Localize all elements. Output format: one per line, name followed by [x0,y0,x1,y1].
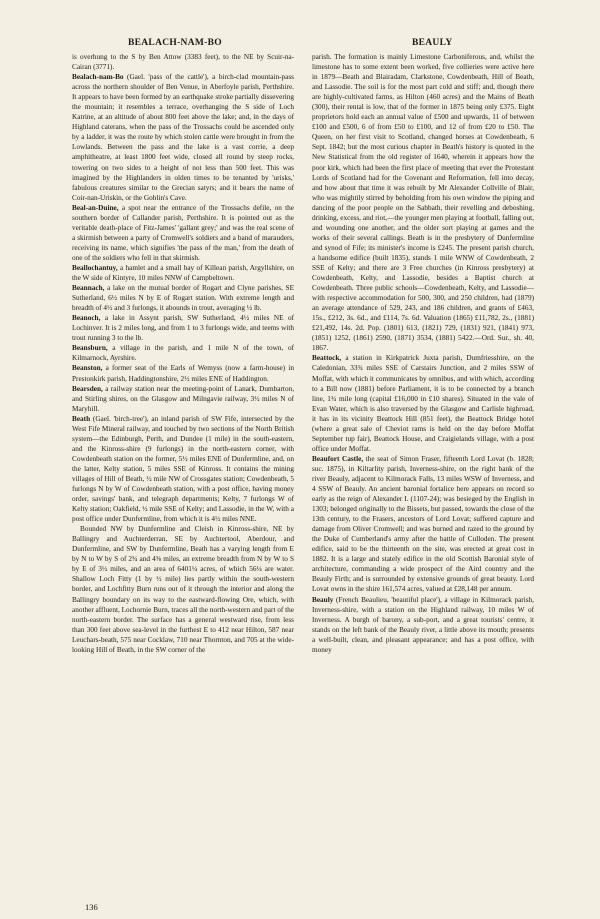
entry-headword: Beath [72,414,91,423]
entry-text: is overhung to the S by Ben Attow (3383 feet), to the NE by Scuir-na-Cairan (3771). [72,53,294,72]
entry-headword: Beattock, [312,354,342,363]
gazetteer-entry [72,343,294,363]
gazetteer-entry [312,52,534,353]
gazetteer-entry [312,353,534,453]
gazetteer-entry [72,313,294,343]
gazetteer-entry [72,524,294,655]
entry-text: a lake in Assynt parish, SW Sutherland, 4½ miles NE of Lochinver. It is 2 miles long, and from 1 to 3 furlongs wide, and teems with trout running 3 to the lb. [72,314,294,343]
entry-text: parish. The formation is mainly Limestone Carboniferous, and, whilst the limestone has to some extent been worked, five collieries were active here in 1879—Beath and Blairadam, Clarkstone, Cowdenbeath, Hill of Beath, and Lassodie. The soil is for the most part cold and stiff; and, though there are highly-cultivated farms, as Hilton (460 acres) and the Mains of Beath (300), their rental is low, that of the former in 1875 being only £375. Eight proprietors hold each an annual value of £500 and upwards, 11 of between £100 and £500, 6 of from £50 to £100, and 12 of from £20 to £50. The Queen, on her first visit to Scotland, changed horses at Cowdenbeath, 6 Sept. 1842; but the most curious chapter in Beath's history is quoted in the New Statistical from the old register of 1640, wherein it appears how the poor kirk, which had been the first place of meeting that ever the Protestant Lords of Scotland had for the Covenant and Reformation, fell into decay, and how about that time it was rebuilt by Mr Alexander Collville of Blair, who was mightily stirred by beholding from his own window the piping and dancing of the poor people on the Sabbath, their revelling and deboshing, drinking, excess, and riot,—the younger men playing at football, falling out, and wounding one another, and the older sort playing at games and the works of their several callings. Beath is in the presbytery of Dunfermline and synod of Fife; its minister's income is £245. The present parish church, a handsome edifice (built 1835), stands 1 mile WNW of Cowdenbeath, 2 SSE of Kelty; and there are 3 Free churches (in Kinross presbytery) at Cowdenbeath, Kelty, and Lassodie, besides a Baptist church at Cowdenbeath. Three public schools—Cowdenbeath, Kelty, and Lassodie—with respective accommodation for 500, 300, and 250 children, had (1879) an average attendance of 529, 243, and 186 children, and grants of £463, 15s., £212, 3s. 6d., and £114, 7s. 6d. Valuation (1865) £11,782, 2s., (1881) £21,492, 14s. 2d. Pop. (1801) 613, (1821) 729, (1831) 921, (1841) 973, (1851) 1252, (1861) 2590, (1871) 3534, (1881) 5422.—Ord. Sur., sh. 40, 1867. [312,53,534,353]
entry-headword: Beaufort Castle, [312,454,364,463]
entry-text: the seat of Simon Fraser, fifteenth Lord Lovat (b. 1828; suc. 1875), in Kiltarlity parish, Inverness-shire, on the right bank of the river Beauly, adjacent to Kilmorack Falls, 13 miles WSW of Inverness, and 4 SSW of Beauly. An ancient baronial fortalice here appears on record so early as the reign of Alexander I. (1107-24); was besieged by the English in 1303; belonged originally to the Bissets, but passed, towards the close of the 13th century, to the Frasers, ancestors of Lord Lovat; suffered capture and damage from Oliver Cromwell; and was burned and razed to the ground by the Duke of Cumberland's army after the battle of Culloden. The present edifice, said to be the thirteenth on the site, was erected at great cost in 1882. It is a large and stately edifice in the old Scottish Baronial style of architecture, commanding a wide prospect of the Aird country and the Beauly Firth; and is surrounded by extensive grounds of great beauty. Lord Lovat owns in the shire 161,574 acres, valued at £28,148 per annum. [312,454,535,594]
entry-headword: Bealach-nam-Bo [72,73,124,82]
gazetteer-entry [72,72,294,203]
gazetteer-entry [312,595,534,655]
entry-headword: Beauly [312,595,334,604]
entry-text: a village in the parish, and 1 mile N of the town, of Kilmarnock, Ayrshire. [72,344,295,363]
running-header-left: BEALACH-NAM-BO [128,38,222,48]
running-header-right: BEAULY [412,38,453,48]
entry-text: a hamlet and a small bay of Killean parish, Argyllshire, on the W side of Kintyre, 10 miles NNW of Campbeltown. [72,263,294,283]
gazetteer-entry [72,203,294,263]
gazetteer-entry [72,283,294,313]
right-column [312,52,534,655]
entry-text: Bounded NW by Dunfermline and Cleish in Kinross-shire, NE by Ballingry and Auchterderran, SE by Auchtertool, Aberdour, and Dunfermline, and SW by Dunfermline, Beath has a varying length from E by N to W by S of 2¾ and 4⅝ miles, an extreme breadth from N by W to S by E of 3½ miles, and an area of 6401¼ acres, of which 56¼ are water. Shallow Loch Fitty (1 by ½ mile) lies partly within the south-western border, and Lochfitty Burn runs out of it through the interior and along the Ballingry boundary on its way to the eastward-flowing Ore, which, with another affluent, Lochornie Burn, traces all the north-western and part of the north-eastern border. The surface has a general westward rise, from less than 300 feet above sea-level in the furthest E to 412 near Hilton, 587 near Leuchars-beath, 575 near Cocklaw, 710 near Thornton, and 705 at the wide-looking Hill of Beath, in the SW corner of the [72,525,294,654]
gazetteer-entry [72,363,294,383]
entry-text: (Gael. 'pass of the cattle'), a birch-clad mountain-pass across the northern shoulder of Ben Venue, in Aberfoyle parish, Perthshire. It appears to have been formed by an earthquake stroke partially dissevering the mountain; it resembles a terrace, overhanging the S side of Loch Katrine, at an altitude of about 800 feet above the lake; and, in the days of Highland caterans, when the pass of the Trossachs could be ascended only by a ladder, it was the route by which stolen cattle were brought in from the Lowlands. Between the pass and the lake is a vast corrie, a deep amphitheatre, at least 1800 feet wide, closed all round by steep rocks, towering on two sides to a height of not less than 500 feet. This was imagined by the Highlanders in olden times to be tenanted by 'urisks,' fabulous creatures similar to the Grecian satyrs; and it bears the name of Coir-nan-Uriskin, or the Goblin's Cave. [72,73,294,202]
gazetteer-entry [72,52,294,72]
entry-headword: Bearsden, [72,384,103,393]
entry-headword: Beallochantuy, [72,263,118,272]
entry-text: (Gael. 'birch-tree'), an inland parish of SW Fife, intersected by the West Fife Mineral railway, and touched by two sections of the North British system—the Edinburgh, Perth, and Dundee (1 mile) in the south-eastern, and the Kinross-shire (9 furlongs) in the north-eastern corner, with Cowdenbeath station on the former, 5½ miles ENE of Dunfermline, and, on the latter, Kelty station, 5 miles SSE of Kinross. It contains the mining villages of Hill of Beath, ½ mile NW of Crossgates station; Cowdenbeath, 5 furlongs N by W of Cowdenbeath station, with a post office, having money order, savings' bank, and telegraph departments; Kelty, 7 furlongs W of Kelty station; Oakfield, ½ mile SSE of Kelty; and Lassodie, in the W, with a post office under Dunfermline, from which it is 4½ miles NNE. [72,414,294,524]
entry-headword: Beanston, [72,364,103,373]
entry-headword: Beal-an-Duine, [72,203,119,212]
gazetteer-entry [72,263,294,283]
entry-text: a spot near the entrance of the Trossachs defile, on the southern border of Callander parish, Perthshire. It is pointed out as the veritable death-place of Fitz-James' 'gallant grey;' and was the real scene of a skirmish between a party of Cromwell's soldiers and a band of marauders, receiving its name, which signifies 'the pass of the man,' from the death of one of the soldiers who fell in that skirmish. [72,203,294,262]
gazetteer-entry [72,384,294,414]
entry-headword: Beannach, [72,284,105,293]
page-number: 136 [85,902,98,912]
entry-text: (French Beaulieu, 'beautiful place'), a village in Kilmorack parish, Inverness-shire, with a station on the Highland railway, 10 miles W of Inverness. A burgh of barony, a sub-port, and a great tourists' centre, it stands on the left bank of the Beauly river, a little above its mouth; presents a well-built, clean, and pleasant appearance; and has a post office, with money [312,595,534,654]
gazetteer-entry [312,454,534,595]
entry-text: a former seat of the Earls of Wemyss (now a farm-house) in Prestonkirk parish, Haddingtonshire, 2½ miles ENE of Haddington. [72,364,295,383]
entry-headword: Beanoch, [72,314,101,323]
entry-text: a railway station near the meeting-point of Lanark, Dumbarton, and Stirling shires, on the Glasgow and Milngavie railway, 3½ miles N of Maryhill. [72,384,295,413]
entry-text: a station in Kirkpatrick Juxta parish, Dumfriesshire, on the Caledonian, 33¾ miles SSE of Carstairs Junction, and 2 miles SSW of Moffat, with which it communicates by omnibus, and with which, according to a Bill now (1881) before Parliament, it is to be connected by a branch line, 1¾ mile long (capital £16,000 in £10 shares). Situated in the vale of Evan Water, which is also traversed by the Glasgow and Carlisle highroad, it has in its vicinity Beattock Hill (851 feet), the Beattock Bridge hotel (where a great sale of Cheviot rams is held on the day before Moffat September tup fair), Beattock House, and Craigielands village, with a post office under Moffat. [312,354,534,453]
gazetteer-entry [72,414,294,525]
entry-text: a lake on the mutual border of Rogart and Clyne parishes, SE Sutherland, 6½ miles N by E of Rogart station. With extreme length and breadth of 4½ and 3 furlongs, it abounds in trout, averaging ½ lb. [72,284,295,313]
entry-headword: Beansburn, [72,344,108,353]
left-column [72,52,294,655]
